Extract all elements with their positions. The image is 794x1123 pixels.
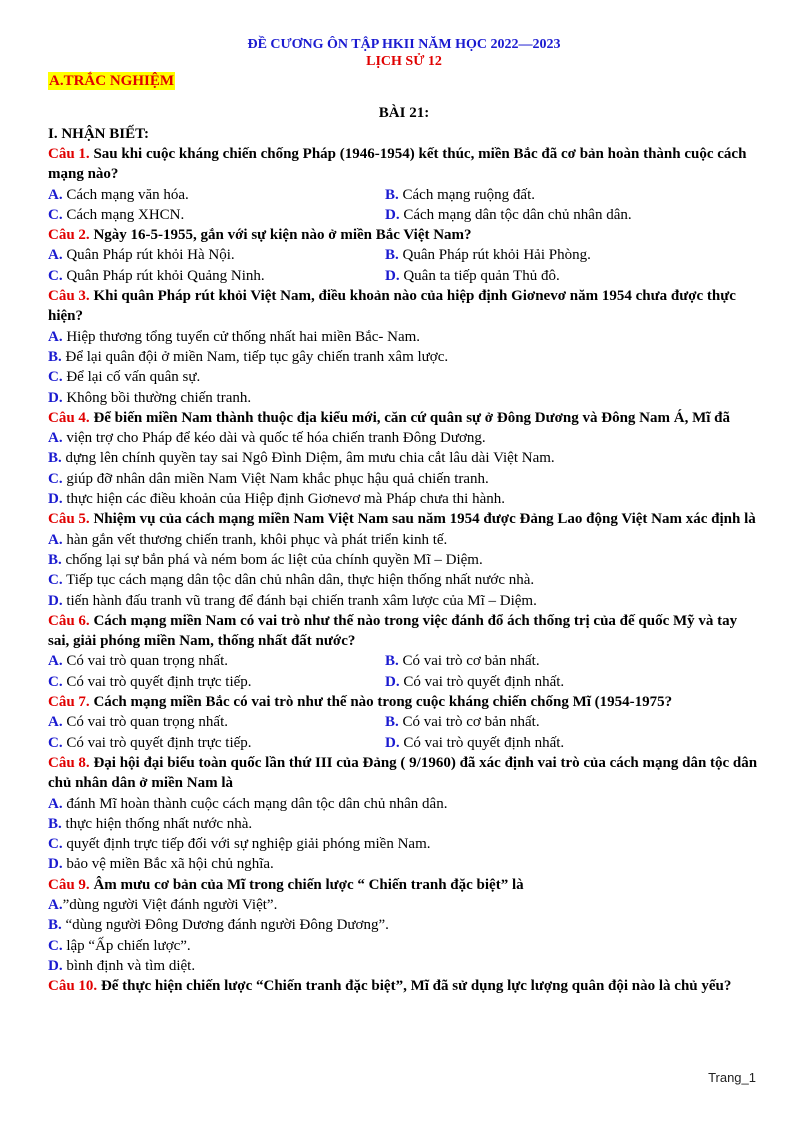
answer-option <box>48 712 385 732</box>
option-letter: A. <box>48 653 63 670</box>
question-stem <box>48 611 760 652</box>
page-number: Trang_1 <box>708 1070 756 1085</box>
level-heading: I. NHẬN BIẾT: <box>48 126 149 142</box>
option-letter: A. <box>48 247 63 264</box>
option-text: Quân Pháp rút khỏi Hải Phòng. <box>398 247 591 264</box>
option-letter: A. <box>48 531 63 548</box>
option-row <box>48 205 760 225</box>
subject-title: LỊCH SỬ 12 <box>366 54 442 69</box>
option-letter: C. <box>48 267 63 284</box>
option-text: ”dùng người Việt đánh người Việt”. <box>62 896 278 913</box>
option-text: Để lại cố vấn quân sự. <box>62 369 201 386</box>
answer-option <box>48 794 760 814</box>
option-letter: B. <box>385 714 399 731</box>
option-row <box>48 672 760 692</box>
question-list <box>48 144 760 996</box>
question-stem <box>48 692 760 712</box>
answer-option <box>48 185 385 205</box>
question-text: Sau khi cuộc kháng chiến chống Pháp (1946-1954) kết thúc, miền Bắc đã cơ bản hoàn thành cuộc cách mạng nào? <box>48 146 747 183</box>
answer-option <box>385 205 722 225</box>
answer-option <box>385 712 722 732</box>
answer-option <box>48 245 385 265</box>
answer-option <box>48 651 385 671</box>
question-stem <box>48 976 760 996</box>
answer-option <box>48 367 760 387</box>
answer-option <box>48 347 760 367</box>
question-text: Để thực hiện chiến lược “Chiến tranh đặc biệt”, Mĩ đã sử dụng lực lượng quân đội nào là chủ yếu? <box>97 978 732 995</box>
option-text: giúp đỡ nhân dân miền Nam Việt Nam khắc phục hậu quả chiến tranh. <box>62 470 489 487</box>
option-letter: C. <box>48 937 63 954</box>
option-text: Tiếp tục cách mạng dân tộc dân chủ nhân dân, thực hiện thống nhất nước nhà. <box>62 572 535 589</box>
answer-option <box>48 936 760 956</box>
question-number: Câu 4. <box>48 409 90 426</box>
option-text: Quân ta tiếp quản Thủ đô. <box>399 267 560 284</box>
question-number: Câu 6. <box>48 612 90 629</box>
option-text: Có vai trò quyết định nhất. <box>399 734 565 751</box>
answer-option <box>385 266 722 286</box>
option-text: chống lại sự bắn phá và ném bom ác liệt của chính quyền Mĩ – Diệm. <box>61 551 483 568</box>
option-text: Cách mạng dân tộc dân chủ nhân dân. <box>399 206 632 223</box>
option-text: Có vai trò quan trọng nhất. <box>62 714 228 731</box>
answer-option <box>48 814 760 834</box>
option-letter: C. <box>48 206 63 223</box>
option-text: Để lại quân đội ở miền Nam, tiếp tục gây chiến tranh xâm lược. <box>61 348 449 365</box>
option-letter: D. <box>48 957 63 974</box>
option-text: viện trợ cho Pháp để kéo dài và quốc tế hóa chiến tranh Đông Dương. <box>62 430 486 447</box>
answer-option <box>385 185 722 205</box>
question-text: Cách mạng miền Nam có vai trò như thế nào trong việc đánh đổ ách thống trị của đế quốc Mỹ và tay sai, giải phóng miền Nam, thống nhất đất nước? <box>48 612 738 650</box>
option-letter: A. <box>48 328 63 345</box>
question-stem <box>48 509 760 529</box>
option-letter: B. <box>48 917 62 934</box>
option-letter: C. <box>48 369 63 386</box>
answer-option <box>48 205 385 225</box>
option-letter: B. <box>48 815 62 832</box>
option-letter: D. <box>385 734 400 751</box>
option-text: Có vai trò quan trọng nhất. <box>62 653 228 670</box>
answer-option <box>385 245 722 265</box>
question-number: Câu 5. <box>48 511 90 528</box>
option-text: Có vai trò quyết định trực tiếp. <box>62 734 252 751</box>
question-number: Câu 2. <box>48 227 90 244</box>
option-text: bình định và tìm diệt. <box>62 957 196 974</box>
option-text: Có vai trò cơ bản nhất. <box>398 653 540 670</box>
answer-option <box>48 570 760 590</box>
option-text: đánh Mĩ hoàn thành cuộc cách mạng dân tộc dân chủ nhân dân. <box>62 795 448 812</box>
option-text: Không bồi thường chiến tranh. <box>62 389 252 406</box>
question-number: Câu 10. <box>48 978 98 995</box>
answer-option <box>48 854 760 874</box>
option-text: thực hiện thống nhất nước nhà. <box>61 815 253 832</box>
option-text: tiến hành đấu tranh vũ trang để đánh bại chiến tranh xâm lược của Mĩ – Diệm. <box>62 592 537 609</box>
option-text: Có vai trò cơ bản nhất. <box>398 714 540 731</box>
question-stem <box>48 225 760 245</box>
answer-option <box>48 915 760 935</box>
option-letter: B. <box>385 247 399 264</box>
option-letter: D. <box>48 592 63 609</box>
option-row <box>48 245 760 265</box>
answer-option <box>48 327 760 347</box>
question-text: Cách mạng miền Bắc có vai trò như thế nào trong cuộc kháng chiến chống Mĩ (1954-1975? <box>89 694 673 711</box>
answer-option <box>48 388 760 408</box>
answer-option <box>48 448 760 468</box>
option-letter: B. <box>385 653 399 670</box>
option-text: Hiệp thương tổng tuyển cử thống nhất hai miền Bắc- Nam. <box>62 328 421 345</box>
option-row <box>48 185 760 205</box>
question-number: Câu 1. <box>48 146 90 162</box>
option-letter: D. <box>385 267 400 284</box>
answer-option <box>48 956 760 976</box>
option-letter: B. <box>48 450 62 467</box>
option-letter: D. <box>385 673 400 690</box>
option-text: hàn gắn vết thương chiến tranh, khôi phục và phát triển kinh tế. <box>62 531 448 548</box>
option-text: Cách mạng văn hóa. <box>62 186 189 203</box>
answer-option <box>48 895 760 915</box>
option-text: Quân Pháp rút khỏi Hà Nội. <box>62 247 235 264</box>
question-text: Âm mưu cơ bản của Mĩ trong chiến lược “ Chiến tranh đặc biệt” là <box>89 876 524 893</box>
question-stem <box>48 875 760 895</box>
question-stem <box>48 408 760 428</box>
option-text: Cách mạng XHCN. <box>62 206 185 223</box>
option-text: lập “Ấp chiến lược”. <box>62 937 191 954</box>
question-stem <box>48 753 760 794</box>
lesson-heading: BÀI 21: <box>378 105 430 121</box>
section-heading: A.TRẮC NGHIỆM <box>49 73 175 89</box>
answer-option <box>48 550 760 570</box>
question-text: Để biến miền Nam thành thuộc địa kiểu mới, căn cứ quân sự ở Đông Dương và Đông Nam Á, Mĩ đã <box>89 409 731 426</box>
option-text: Có vai trò quyết định nhất. <box>399 673 565 690</box>
option-row <box>48 712 760 732</box>
option-text: Có vai trò quyết định trực tiếp. <box>62 673 252 690</box>
option-letter: B. <box>48 551 62 568</box>
option-row <box>48 266 760 286</box>
answer-option <box>48 266 385 286</box>
question-number: Câu 3. <box>48 288 90 305</box>
option-letter: A. <box>48 430 63 447</box>
option-letter: A. <box>48 714 63 731</box>
answer-option <box>48 489 760 509</box>
option-letter: A. <box>48 186 63 203</box>
option-letter: C. <box>48 734 63 751</box>
answer-option <box>48 530 760 550</box>
option-letter: C. <box>48 572 63 589</box>
question-stem <box>48 286 760 327</box>
option-text: thực hiện các điều khoản của Hiệp định Giơnevơ mà Pháp chưa thi hành. <box>62 491 506 508</box>
option-text: Cách mạng ruộng đất. <box>398 186 535 203</box>
answer-option <box>48 733 385 753</box>
option-letter: A. <box>48 795 63 812</box>
option-letter: C. <box>48 673 63 690</box>
answer-option <box>385 651 722 671</box>
question-text: Nhiệm vụ của cách mạng miền Nam Việt Nam sau năm 1954 được Đảng Lao động Việt Nam xác định là <box>89 511 756 528</box>
answer-option <box>48 469 760 489</box>
option-letter: B. <box>48 348 62 365</box>
option-row <box>48 733 760 753</box>
option-letter: B. <box>385 186 399 203</box>
document-title: ĐỀ CƯƠNG ÔN TẬP HKII NĂM HỌC 2022—2023 <box>247 37 561 52</box>
option-text: “dùng người Đông Dương đánh người Đông Dương”. <box>61 917 389 934</box>
option-letter: D. <box>48 491 63 508</box>
option-letter: A. <box>48 896 63 913</box>
question-text: Đại hội đại biểu toàn quốc lần thứ III của Đảng ( 9/1960) đã xác định vai trò của cách mạng dân tộc dân chủ nhân dân ở miền Nam là <box>48 754 758 792</box>
option-letter: C. <box>48 836 63 853</box>
answer-option <box>48 834 760 854</box>
option-letter: C. <box>48 470 63 487</box>
question-number: Câu 9. <box>48 876 90 893</box>
question-stem <box>48 144 760 185</box>
answer-option <box>385 733 722 753</box>
option-row <box>48 651 760 671</box>
question-text: Ngày 16-5-1955, gắn với sự kiện nào ở miền Bắc Việt Nam? <box>89 227 472 244</box>
option-text: dựng lên chính quyền tay sai Ngô Đình Diệm, âm mưu chia cắt lâu dài Việt Nam. <box>61 450 555 467</box>
option-text: quyết định trực tiếp đối với sự nghiệp giải phóng miền Nam. <box>62 836 431 853</box>
document-page <box>48 36 760 996</box>
option-letter: D. <box>48 389 63 406</box>
answer-option <box>385 672 722 692</box>
question-text: Khi quân Pháp rút khỏi Việt Nam, điều khoản nào của hiệp định Giơnevơ năm 1954 chưa được thực hiện? <box>48 288 736 325</box>
answer-option <box>48 591 760 611</box>
answer-option <box>48 672 385 692</box>
answer-option <box>48 428 760 448</box>
option-text: bảo vệ miền Bắc xã hội chủ nghĩa. <box>62 856 274 873</box>
option-letter: D. <box>385 206 400 223</box>
question-number: Câu 7. <box>48 694 90 711</box>
option-text: Quân Pháp rút khỏi Quảng Ninh. <box>62 267 265 284</box>
option-letter: D. <box>48 856 63 873</box>
question-number: Câu 8. <box>48 754 90 771</box>
